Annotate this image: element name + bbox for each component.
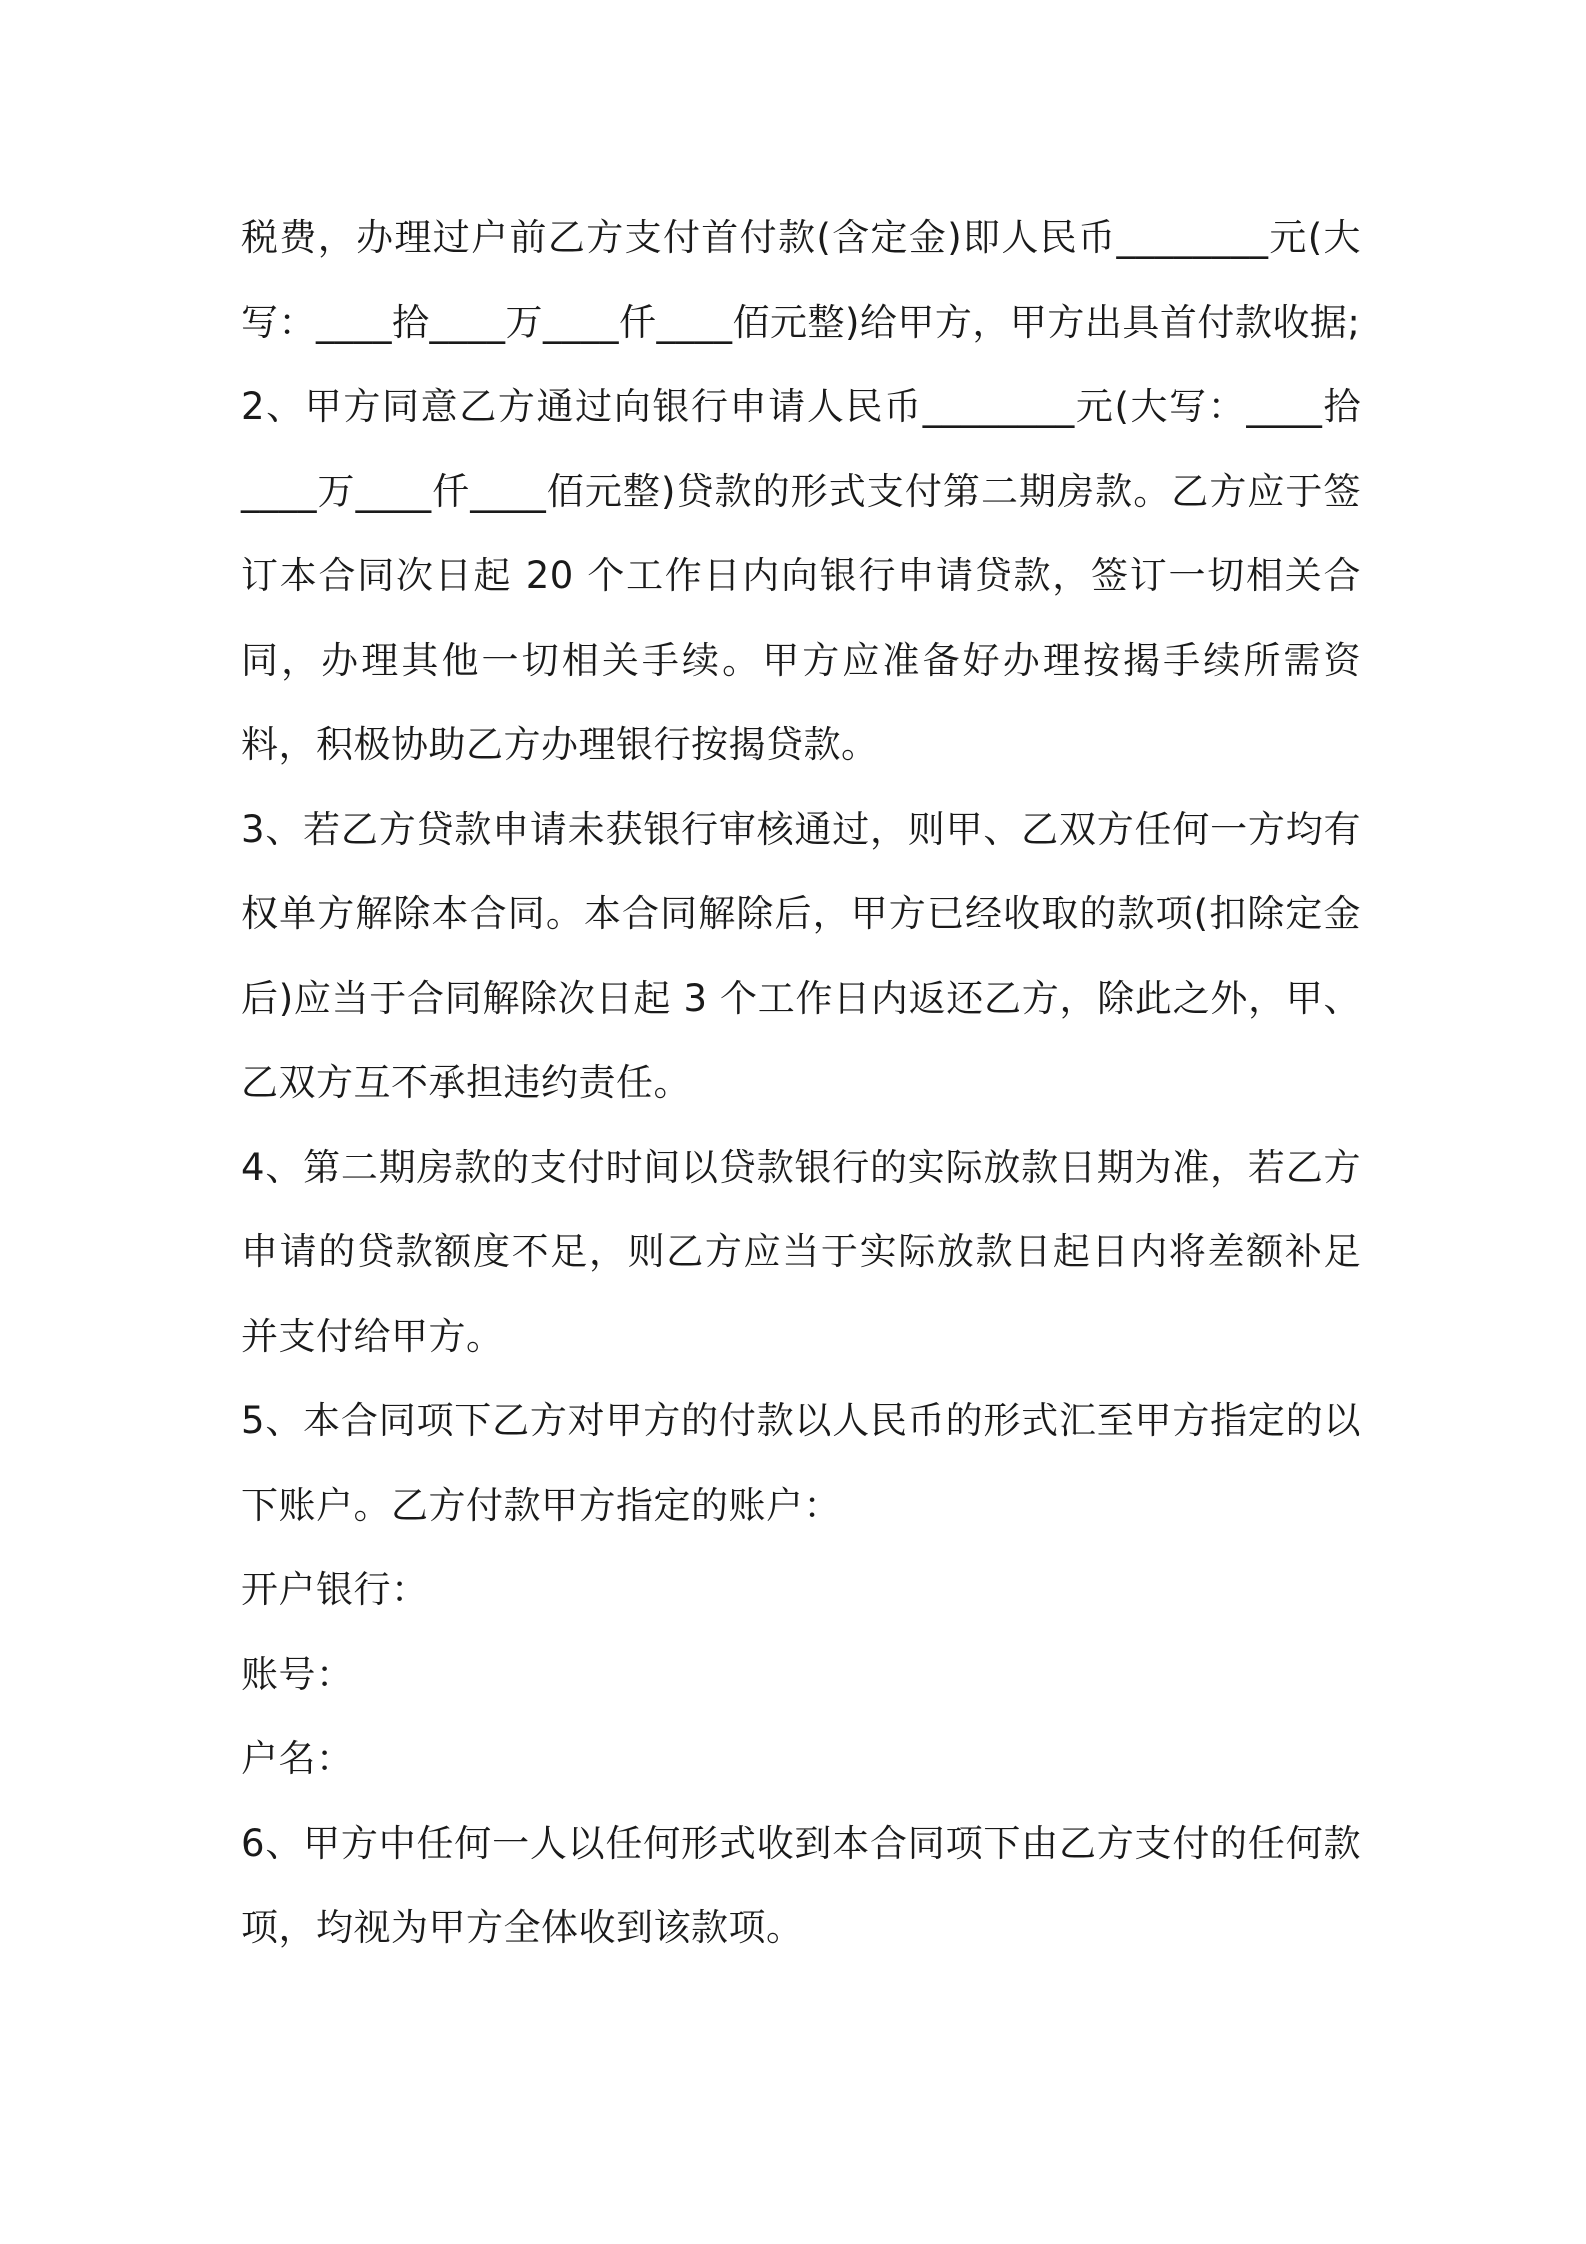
paragraph-down-payment: 税费，办理过户前乙方支付首付款(含定金)即人民币________元(大写：____拾____万____仟____佰元整)给甲方，甲方出具首付款收据;	[241, 216, 1361, 344]
field-bank-name: 开户银行：	[241, 1568, 429, 1611]
paragraph-clause-2-bank-loan: 2、甲方同意乙方通过向银行申请人民币________元(大写：____拾____万____仟____佰元整)贷款的形式支付第二期房款。乙方应于签订本合同次日起 20 个工作日内向银行申请贷款，签订一切相关合同，办理其他一切相关手续。甲方应准备好办理按揭手续所需资料，积极协助乙方办理银行按揭贷款。	[241, 385, 1361, 766]
field-account-holder: 户名：	[241, 1737, 354, 1780]
paragraph-clause-6-receipt: 6、甲方中任何一人以任何形式收到本合同项下由乙方支付的任何款项，均视为甲方全体收到该款项。	[241, 1821, 1361, 1949]
document-body	[241, 196, 1361, 1971]
paragraph-clause-4-payment-time: 4、第二期房款的支付时间以贷款银行的实际放款日期为准，若乙方申请的贷款额度不足，则乙方应当于实际放款日起日内将差额补足并支付给甲方。	[241, 1145, 1361, 1358]
paragraph-clause-3-loan-rejection: 3、若乙方贷款申请未获银行审核通过，则甲、乙双方任何一方均有权单方解除本合同。本合同解除后，甲方已经收取的款项(扣除定金后)应当于合同解除次日起 3 个工作日内返还乙方，除此之外，甲、乙双方互不承担违约责任。	[241, 807, 1361, 1104]
field-account-number: 账号：	[241, 1652, 354, 1696]
paragraph-clause-5-account: 5、本合同项下乙方对甲方的付款以人民币的形式汇至甲方指定的以下账户。乙方付款甲方指定的账户：	[241, 1399, 1361, 1527]
